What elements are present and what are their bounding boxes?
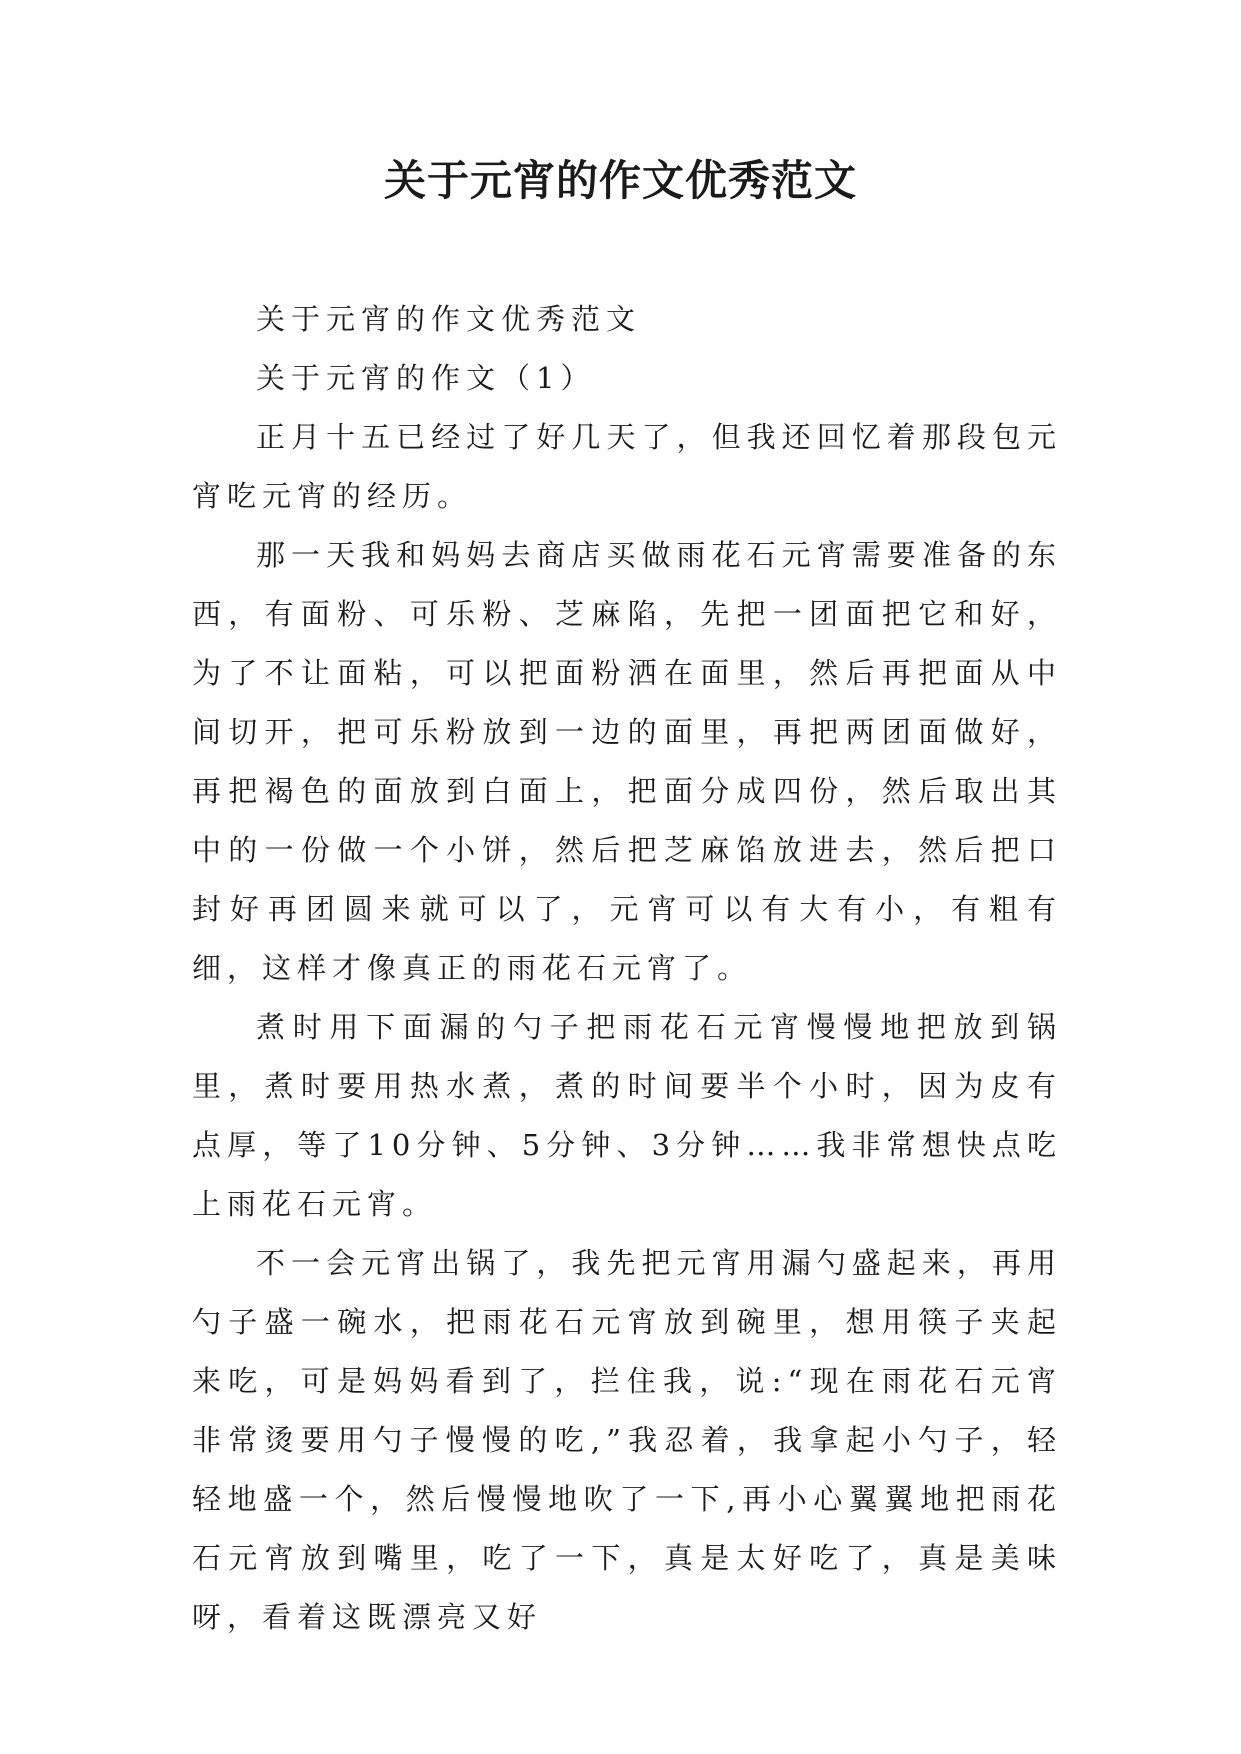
paragraph-preparation: 那一天我和妈妈去商店买做雨花石元宵需要准备的东西，有面粉、可乐粉、芝麻陷，先把一团面把它和好，为了不让面粘，可以把面粉洒在面里，然后再把面从中间切开，把可乐粉放到一边的面里，再把两团面做好，再把褐色的面放到白面上，把面分成四份，然后取出其中的一份做一个小饼，然后把芝麻馅放进去，然后把口封好再团圆来就可以了，元宵可以有大有小，有粗有细，这样才像真正的雨花石元宵了。: [192, 538, 1062, 985]
paragraph-subtitle: 关于元宵的作文优秀范文: [256, 302, 642, 336]
paragraph-section-heading: 关于元宵的作文（1）: [256, 361, 596, 395]
document-title: 关于元宵的作文优秀范文: [383, 156, 857, 205]
paragraph-intro: 正月十五已经过了好几天了，但我还回忆着那段包元宵吃元宵的经历。: [192, 420, 1062, 513]
paragraph-eating: 不一会元宵出锅了，我先把元宵用漏勺盛起来，再用勺子盛一碗水，把雨花石元宵放到碗里，想用筷子夹起来吃，可是妈妈看到了，拦住我，说:“现在雨花石元宵非常烫要用勺子慢慢的吃,”我忍着，我拿起小勺子，轻轻地盛一个，然后慢慢地吹了一下,再小心翼翼地把雨花石元宵放到嘴里，吃了一下，真是太好吃了，真是美味呀，看着这既漂亮又好: [192, 1246, 1062, 1634]
document-body: [192, 290, 1062, 1647]
paragraph-cooking: 煮时用下面漏的勺子把雨花石元宵慢慢地把放到锅里，煮时要用热水煮，煮的时间要半个小时，因为皮有点厚，等了10分钟、5分钟、3分钟……我非常想快点吃上雨花石元宵。: [192, 1010, 1062, 1221]
